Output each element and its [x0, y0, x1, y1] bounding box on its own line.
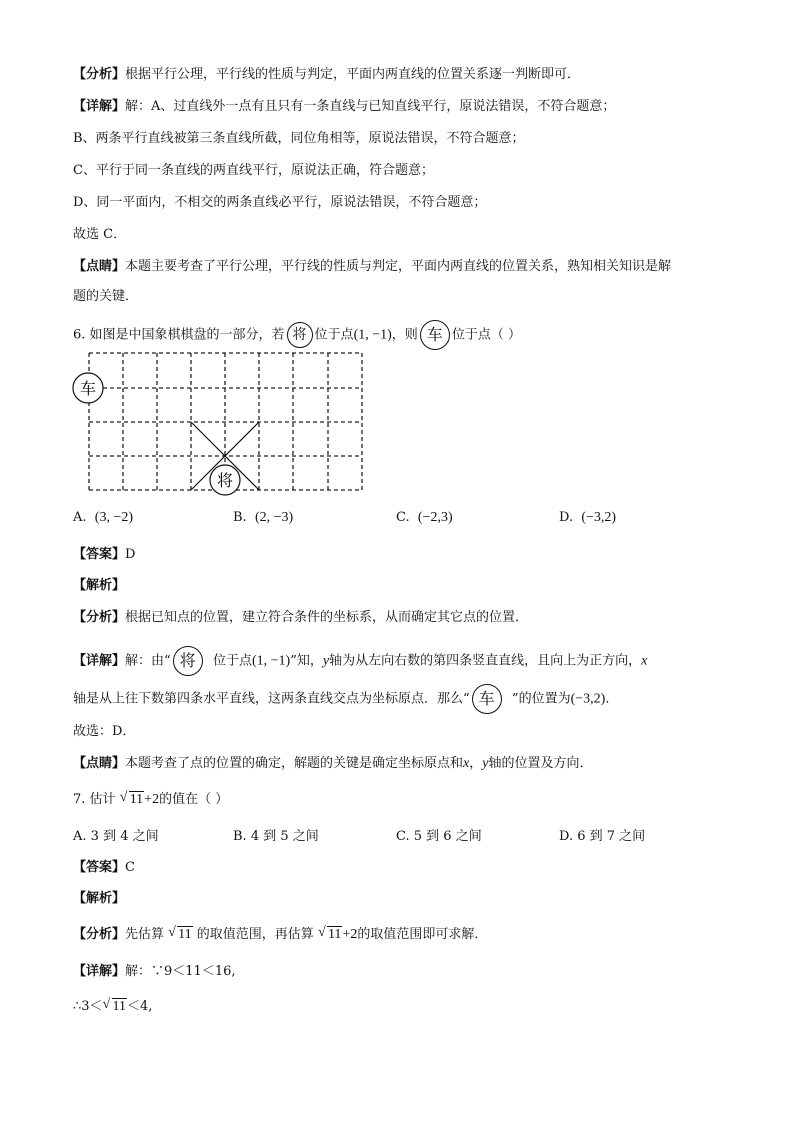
q6-answer	[73, 546, 135, 564]
q6-result-point: (−3,2)	[570, 691, 606, 707]
q6-choose: 故选：D．	[73, 724, 136, 739]
q6-option-d[interactable]: D. (−3,2)	[559, 510, 617, 525]
q5-detail-b: B、两条平行直线被第三条直线所截，同位角相等，原说法错误，不符合题意；	[73, 131, 525, 146]
q6-options	[73, 509, 773, 529]
q6-point-given-2: (1, −1)	[251, 653, 291, 669]
q5-detail-a	[73, 98, 615, 116]
q6-answer-value: D	[125, 547, 136, 562]
analysis-tag: 【分析】	[73, 927, 126, 942]
detail-tag: 【详解】	[73, 99, 126, 114]
q7-analysis: 【分析】先估算 √ 11 的取值范围，再估算 √ 11+2的取值范围即可求解．	[73, 925, 488, 942]
comment-tag: 【点睛】	[73, 259, 126, 274]
analysis-tag: 【分析】	[73, 610, 126, 625]
y-axis-symbol: y	[322, 653, 330, 669]
q7-options	[73, 828, 773, 848]
q6-option-a[interactable]: A. (3, −2)	[73, 510, 134, 525]
q7-option-b[interactable]: B. 4 到 5 之间	[233, 829, 319, 844]
x-axis-symbol: x	[641, 653, 648, 669]
answer-tag: 【答案】	[73, 860, 126, 875]
q7-option-c[interactable]: C. 5 到 6 之间	[396, 829, 482, 844]
answer-tag: 【答案】	[73, 547, 126, 562]
q6-stem-mid2: ，则	[391, 327, 418, 343]
q7-answer	[73, 859, 135, 877]
q6-analysis	[73, 609, 528, 627]
che-piece-icon: 车	[472, 684, 502, 714]
q6-detail-2: 轴是从上往下数第四条水平直线，这两条直线交点为坐标原点．那么“ 车 ”的位置为(−3,2)．	[73, 684, 618, 714]
q6-jiexi	[73, 577, 125, 595]
q6-stem-pre: 6. 如图是中国象棋棋盘的一部分，若	[73, 327, 285, 343]
q6-stem-post: 位于点（ ）	[451, 327, 521, 343]
comment-tag: 【点睛】	[73, 756, 126, 771]
q5-analysis	[73, 66, 580, 84]
q6-stem-mid: 位于点	[314, 327, 354, 343]
q7-detail-2: ∴3＜ √ 11＜4,	[73, 997, 153, 1014]
jiang-piece-label: 将	[216, 471, 234, 490]
q5-choose: 故选 C．	[73, 227, 127, 242]
sqrt-11: √ 11	[317, 925, 342, 942]
che-piece-on-board	[73, 373, 103, 403]
q6-option-c[interactable]: C. (−2,3)	[396, 510, 453, 525]
q6-option-b[interactable]: B. (2, −3)	[233, 510, 294, 525]
q7-option-d[interactable]: D. 6 到 7 之间	[559, 829, 646, 844]
che-piece-icon: 车	[420, 320, 450, 350]
q6-comment: 【点睛】本题考查了点的位置的确定，解题的关键是确定坐标原点和x，y轴的位置及方向．	[73, 756, 593, 771]
q6-point-given: (1, −1)	[353, 327, 392, 343]
jiexi-tag: 【解析】	[73, 891, 126, 906]
q7-stem: 7. 估计 √ 11+2的值在（ ）	[73, 790, 229, 807]
q7-detail-1: 【详解】解：∵9＜11＜16,	[73, 964, 236, 979]
jiexi-tag: 【解析】	[73, 578, 126, 593]
q5-detail-d: D、同一平面内，不相交的两条直线必平行，原说法错误，不符合题意；	[73, 195, 487, 210]
q5-comment	[73, 258, 671, 276]
q5-analysis-text: 根据平行公理，平行线的性质与判定，平面内两直线的位置关系逐一判断即可．	[125, 67, 581, 82]
jiang-piece-icon: 将	[287, 322, 313, 348]
chess-board-figure	[70, 346, 370, 496]
q5-comment-text: 本题主要考查了平行公理，平行线的性质与判定，平面内两直线的位置关系，熟知相关知识是解	[125, 259, 672, 274]
q6-detail-1: 【详解】解：由“ 将 位于点(1, −1)”知，y轴为从左向右数的第四条竖直直线，且向上为正方向，x	[73, 646, 647, 676]
che-piece-label: 车	[79, 379, 97, 398]
sqrt-11: √ 11	[102, 997, 127, 1014]
q7-jiexi	[73, 890, 125, 908]
q7-answer-value: C	[125, 860, 135, 875]
jiang-piece-icon: 将	[173, 646, 203, 676]
q5-comment-2: 题的关键．	[73, 289, 139, 304]
detail-tag: 【详解】	[73, 964, 126, 979]
q5-detail-a-text: 解：A、过直线外一点有且只有一条直线与已知直线平行，原说法错误，不符合题意；	[125, 99, 616, 114]
sqrt-11: √ 11	[119, 790, 144, 807]
q6-analysis-text: 根据已知点的位置，建立符合条件的坐标系，从而确定其它点的位置．	[125, 610, 529, 625]
q5-detail-c: C、平行于同一条直线的两直线平行，原说法正确，符合题意；	[73, 163, 434, 178]
detail-tag: 【详解】	[73, 653, 126, 669]
q7-option-a[interactable]: A. 3 到 4 之间	[73, 829, 159, 844]
sqrt-11: √ 11	[168, 925, 192, 942]
analysis-tag: 【分析】	[73, 67, 126, 82]
jiang-piece-on-board	[210, 465, 240, 495]
